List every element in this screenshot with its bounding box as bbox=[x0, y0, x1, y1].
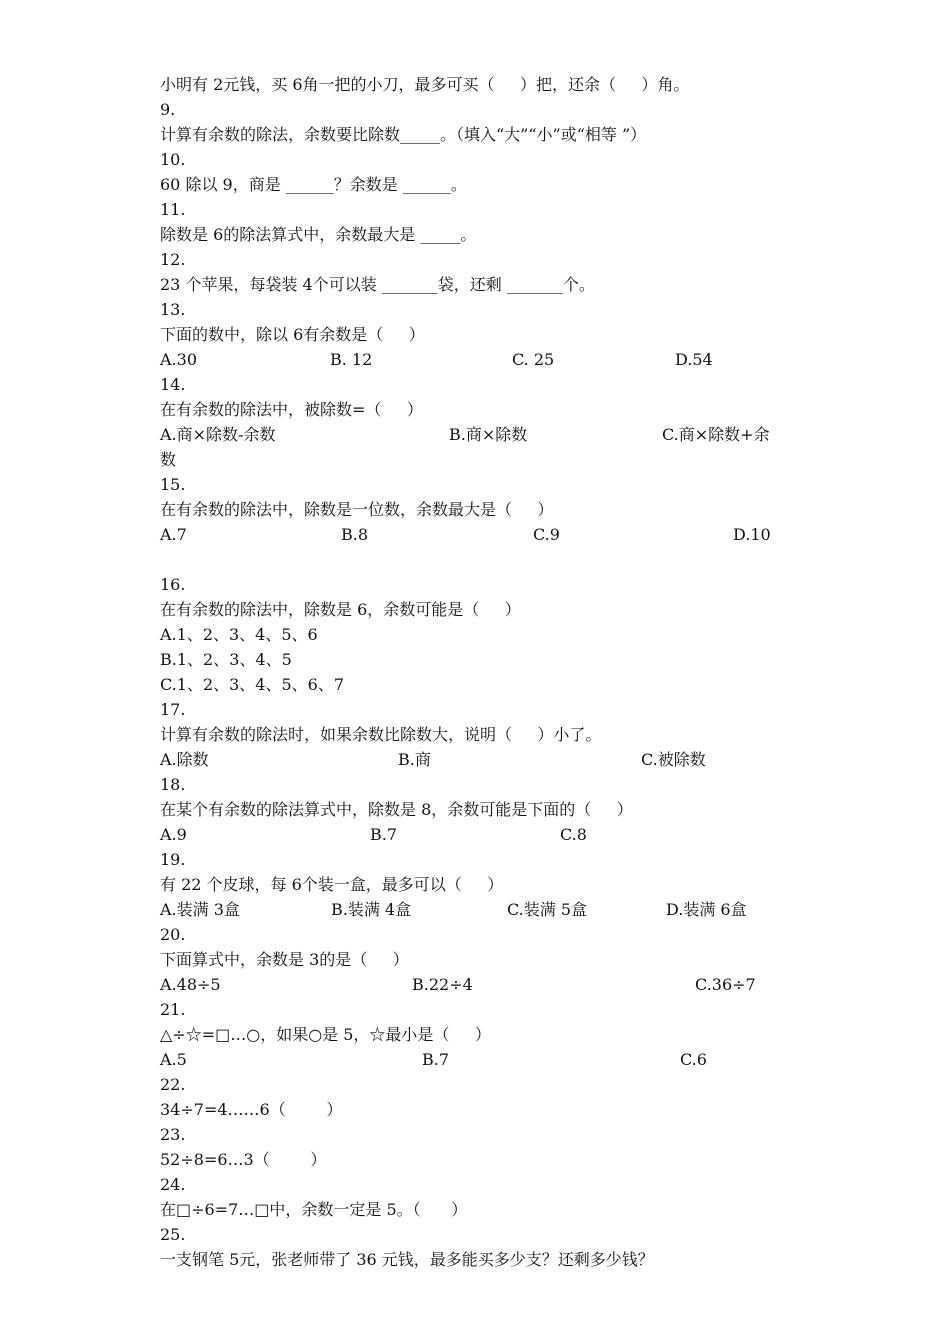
question-15-option-d: D.10 bbox=[733, 525, 771, 544]
worksheet bbox=[160, 72, 800, 1272]
question-15-option-c: C.9 bbox=[533, 525, 560, 544]
question-25-number: 25. bbox=[160, 1225, 186, 1244]
question-11-number: 11. bbox=[160, 200, 186, 219]
question-17-option-b: B.商 bbox=[398, 750, 431, 769]
question-23-number: 23. bbox=[160, 1125, 186, 1144]
question-21-options bbox=[160, 1047, 800, 1072]
question-13-number: 13. bbox=[160, 300, 186, 319]
blank-line bbox=[160, 547, 800, 572]
question-18-option-c: C.8 bbox=[560, 825, 587, 844]
question-18-option-a: A.9 bbox=[160, 825, 187, 844]
question-15-option-a: A.7 bbox=[160, 525, 187, 544]
question-14-option-c-wrap: 数 bbox=[160, 450, 177, 469]
question-13-option-d: D.54 bbox=[675, 350, 713, 369]
question-16-option-a: A.1、2、3、4、5、6 bbox=[160, 625, 318, 644]
question-18-text: 在某个有余数的除法算式中，除数是 8，余数可能是下面的（ ） bbox=[160, 800, 633, 819]
question-24-number: 24. bbox=[160, 1175, 186, 1194]
question-15-text: 在有余数的除法中，除数是一位数，余数最大是（ ） bbox=[160, 500, 554, 519]
question-15-number: 15. bbox=[160, 475, 186, 494]
question-9-text: 计算有余数的除法，余数要比除数_____。（填入“大”“小”或“相等 ”） bbox=[160, 125, 647, 144]
question-23-text: 52÷8=6…3（ ） bbox=[160, 1150, 327, 1169]
question-20-option-c: C.36÷7 bbox=[695, 975, 756, 994]
question-14-options bbox=[160, 422, 800, 447]
question-19-text: 有 22 个皮球，每 6个装一盒，最多可以（ ） bbox=[160, 875, 504, 894]
question-22-number: 22. bbox=[160, 1075, 186, 1094]
question-19-option-a: A.装满 3盒 bbox=[160, 900, 240, 919]
question-16-number: 16. bbox=[160, 575, 186, 594]
question-21-text: △÷☆=□…○，如果○是 5，☆最小是（ ） bbox=[160, 1025, 491, 1044]
question-20-text: 下面算式中，余数是 3的是（ ） bbox=[160, 950, 409, 969]
question-21-option-b: B.7 bbox=[422, 1050, 450, 1069]
question-18-option-b: B.7 bbox=[370, 825, 398, 844]
question-19-option-b: B.装满 4盒 bbox=[331, 900, 412, 919]
question-19-option-d: D.装满 6盒 bbox=[666, 900, 747, 919]
question-17-number: 17. bbox=[160, 700, 186, 719]
question-14-option-b: B.商×除数 bbox=[449, 425, 528, 444]
question-25-text: 一支钢笔 5元，张老师带了 36 元钱，最多能买多少支？还剩多少钱？ bbox=[160, 1250, 654, 1269]
question-20-option-a: A.48÷5 bbox=[160, 975, 221, 994]
question-21-option-a: A.5 bbox=[160, 1050, 187, 1069]
question-17-options bbox=[160, 747, 800, 772]
question-16-text: 在有余数的除法中，除数是 6，余数可能是（ ） bbox=[160, 600, 521, 619]
question-21-number: 21. bbox=[160, 1000, 186, 1019]
question-10-number: 10. bbox=[160, 150, 186, 169]
question-13-option-c: C. 25 bbox=[512, 350, 555, 369]
question-12-number: 12. bbox=[160, 250, 186, 269]
question-9-number: 9. bbox=[160, 100, 176, 119]
question-18-number: 18. bbox=[160, 775, 186, 794]
question-12-text: 23 个苹果，每袋装 4个可以装 _______袋，还剩 _______个。 bbox=[160, 275, 595, 294]
question-17-option-c: C.被除数 bbox=[641, 750, 706, 769]
question-14-option-a: A.商×除数-余数 bbox=[160, 425, 276, 444]
question-13-option-a: A.30 bbox=[160, 350, 197, 369]
question-24-text: 在□÷6=7…□中，余数一定是 5。（ ） bbox=[160, 1200, 468, 1219]
question-17-text: 计算有余数的除法时，如果余数比除数大，说明（ ）小了。 bbox=[160, 725, 602, 744]
question-13-options bbox=[160, 347, 800, 372]
question-14-number: 14. bbox=[160, 375, 186, 394]
question-13-option-b: B. 12 bbox=[330, 350, 373, 369]
question-8-text: 小明有 2元钱，买 6角一把的小刀，最多可买（ ）把，还余（ ）角。 bbox=[160, 75, 690, 94]
question-15-options bbox=[160, 522, 800, 547]
question-13-text: 下面的数中，除以 6有余数是（ ） bbox=[160, 325, 425, 344]
question-18-options bbox=[160, 822, 800, 847]
question-20-number: 20. bbox=[160, 925, 186, 944]
question-11-text: 除数是 6的除法算式中，余数最大是 _____。 bbox=[160, 225, 477, 244]
question-19-number: 19. bbox=[160, 850, 186, 869]
question-14-text: 在有余数的除法中，被除数=（ ） bbox=[160, 400, 423, 419]
question-16-option-b: B.1、2、3、4、5 bbox=[160, 650, 292, 669]
question-20-option-b: B.22÷4 bbox=[412, 975, 473, 994]
question-14-option-c: C.商×除数+余 bbox=[662, 425, 770, 444]
question-10-text: 60 除以 9，商是 ______？余数是 ______。 bbox=[160, 175, 467, 194]
question-19-option-c: C.装满 5盒 bbox=[507, 900, 588, 919]
question-20-options bbox=[160, 972, 800, 997]
question-15-option-b: B.8 bbox=[341, 525, 369, 544]
question-19-options bbox=[160, 897, 800, 922]
question-16-option-c: C.1、2、3、4、5、6、7 bbox=[160, 675, 345, 694]
question-21-option-c: C.6 bbox=[680, 1050, 707, 1069]
question-22-text: 34÷7=4……6（ ） bbox=[160, 1100, 343, 1119]
question-17-option-a: A.除数 bbox=[160, 750, 209, 769]
